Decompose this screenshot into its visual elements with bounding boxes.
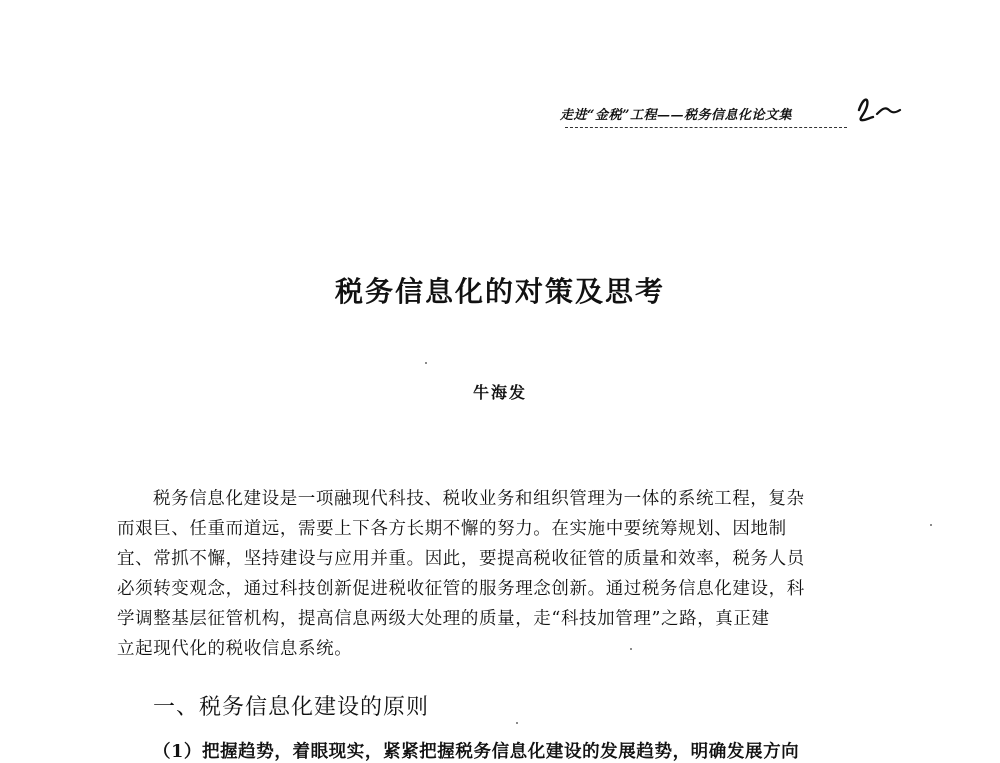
paragraph-line: 税务信息化建设是一项融现代科技、税收业务和组织管理为一体的系统工程，复杂 — [153, 489, 805, 509]
scan-speck — [930, 524, 932, 526]
handwritten-page-number — [855, 88, 903, 128]
paragraph-line: 而艰巨、任重而道远，需要上下各方长期不懈的努力。在实施中要统筹规划、因地制 — [117, 519, 787, 539]
article-paragraph — [117, 484, 897, 664]
partial-next-line: （1）把握趋势，着眼现实，紧紧把握税务信息化建设的发展趋势，明确发展方向 — [153, 742, 800, 762]
running-header: 走进“金税”工程——税务信息化论文集 — [560, 108, 792, 123]
header-rule — [565, 127, 847, 128]
paragraph-line: 学调整基层征管机构，提高信息两级大处理的质量，走“科技加管理”之路，真正建 — [117, 609, 770, 629]
paragraph-line: 立起现代化的税收信息系统。 — [117, 639, 353, 659]
article-title: 税务信息化的对策及思考 — [334, 275, 665, 308]
article-author: 牛海发 — [472, 383, 527, 402]
scan-speck — [516, 722, 518, 724]
paragraph-line: 必须转变观念，通过科技创新促进税收征管的服务理念创新。通过税务信息化建设，科 — [117, 579, 805, 599]
paragraph-line: 宜、常抓不懈，坚持建设与应用并重。因此，要提高税收征管的质量和效率，税务人员 — [117, 549, 805, 569]
scan-speck — [425, 362, 427, 364]
section-heading: 一、税务信息化建设的原则 — [153, 695, 430, 720]
scan-speck — [630, 648, 632, 650]
